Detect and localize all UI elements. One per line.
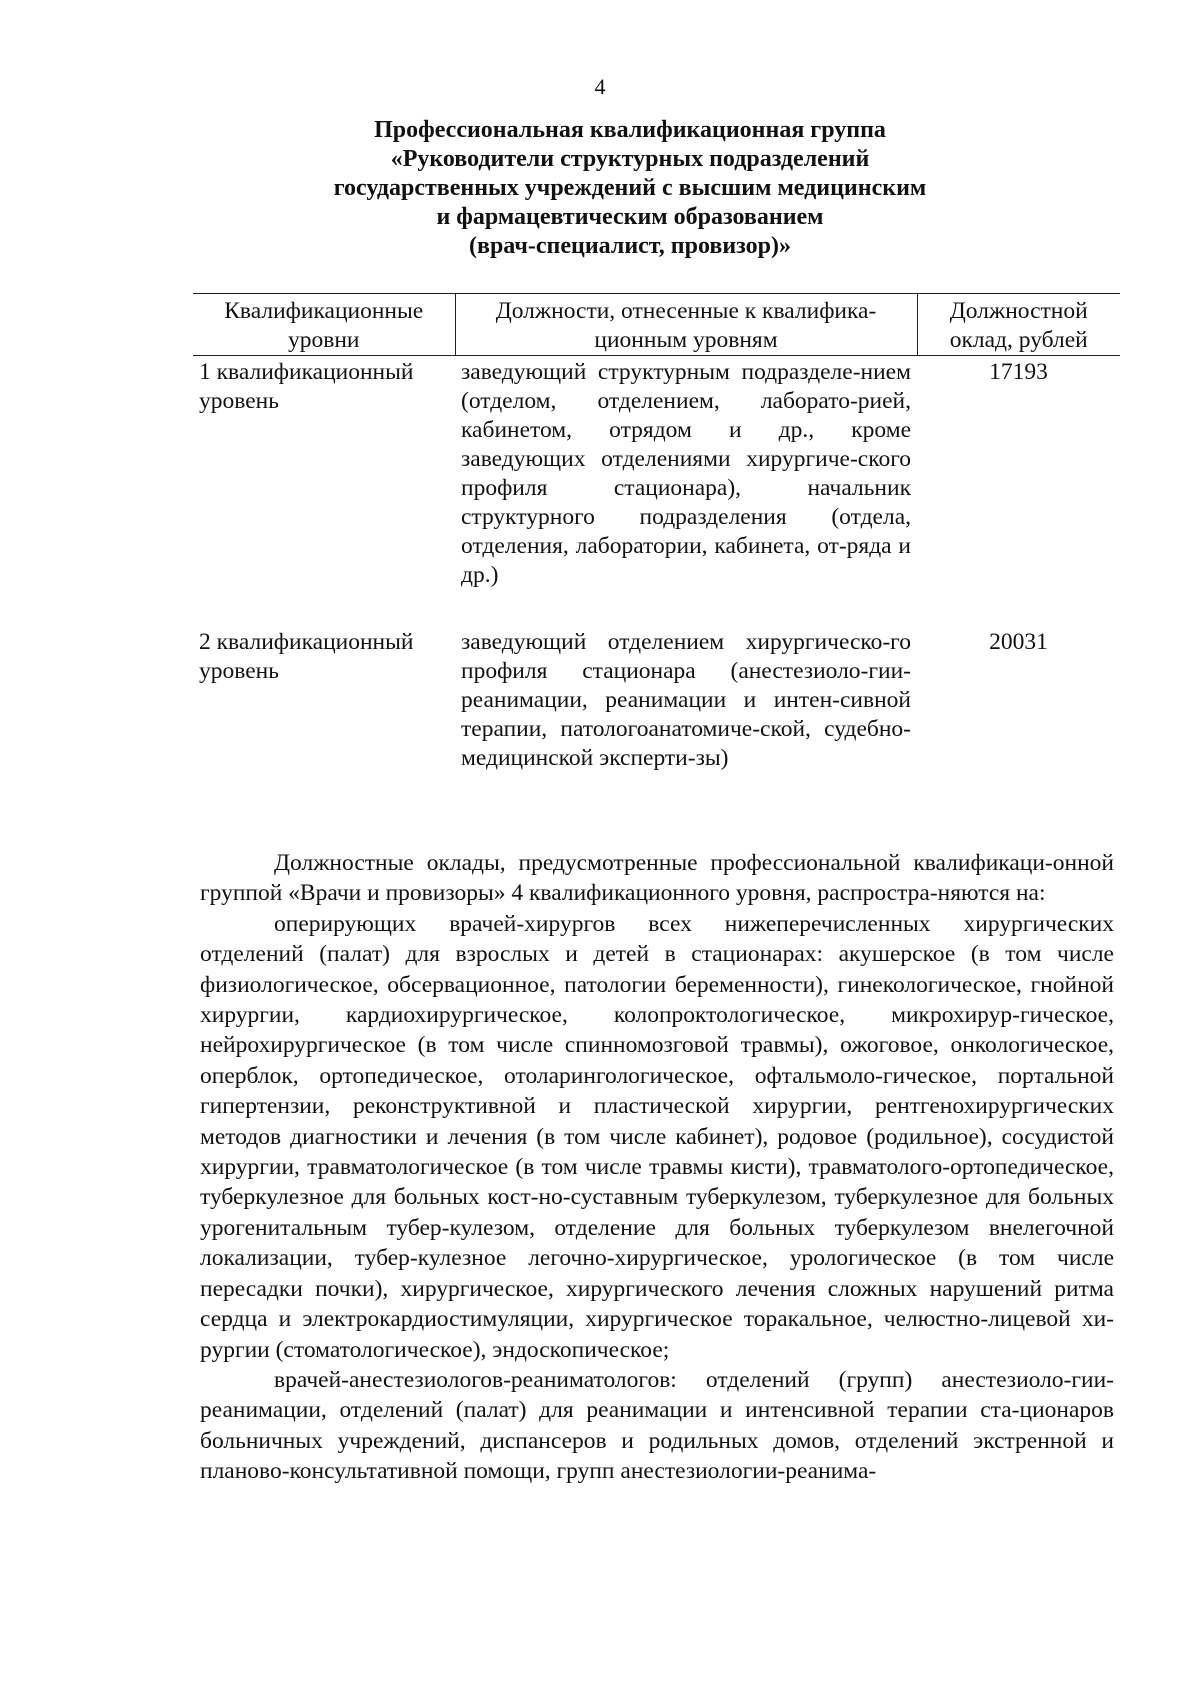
body-text [200,848,1114,1487]
column-header-salary: Должностной оклад, рублей [917,294,1120,356]
positions-description: заведующий отделением хирургическо-го профиля стационара (анестезиоло-гии-реанимации, реанимации и интен-сивной терапии, патологоанатомиче-ской, судебно-медицинской эксперти-зы) [461,629,911,771]
table-header-row [193,294,1120,356]
heading-line: и фармацевтическим образованием [436,204,824,230]
salary-value: 17193 [989,359,1048,385]
page-number: 4 [594,74,606,99]
paragraph: оперирующих врачей-хирургов всех нижеперечисленных хирургических отделений (палат) для взрослых и детей в стационарах: акушерское (в том числе физиологическое, обсервационное, патологии беременности), гинекологическое, гнойной хирургии, кардиохирургическое, колопроктологическое, микрохирур-гическое, нейрохирургическое (в том числе спинномозговой травмы), ожоговое, онкологическое, оперблок, ортопедическое, отоларингологическое, офтальмоло-гическое, портальной гипертензии, реконструктивной и пластической хирургии, рентгенохирургических методов диагностики и лечения (в том числе кабинет), родовое (родильное), сосудистой хирургии, травматологическое (в том числе травмы кисти), травматолого-ортопедическое, туберкулезное для больных кост-но-суставным туберкулезом, туберкулезное для больных урогенитальным тубер-кулезом, отделение для больных туберкулезом внелегочной локализации, тубер-кулезное легочно-хирургическое, урологическое (в том числе пересадки почки), хирургическое, хирургического лечения сложных нарушений ритма сердца и электрокардиостимуляции, хирургическое торакальное, челюстно-лицевой хи-рургии (стоматологическое), эндоскопическое; [200,910,1114,1363]
salary-value: 20031 [989,629,1048,655]
column-header-levels: Квалификационные уровни [193,294,455,356]
heading-line: государственных учреждений с высшим медицинским [333,175,927,201]
paragraph: врачей-анестезиологов-реаниматологов: отделений (групп) анестезиоло-гии-реанимации, отделений (палат) для реанимации и интенсивной терапии ста-ционаров больничных учреждений, диспансеров и родильных домов, отделений экстренной и планово-консультативной помощи, групп анестезиологии-реанима- [200,1366,1114,1485]
paragraph: Должностные оклады, предусмотренные профессиональной квалификаци-онной группой «Врачи и провизоры» 4 квалификационного уровня, распростра-няются на: [200,850,1114,907]
positions-description: заведующий структурным подразделе-нием (отделом, отделением, лаборато-рией, кабинетом, отрядом и др., кроме заведующих отделениями хирургиче-ского профиля стационара), начальник структурного подразделения (отдела, отделения, лаборатории, кабинета, от-ряда и др.) [461,359,911,588]
qualification-table [193,293,1120,773]
qualification-level: 2 квалификационный уровень [199,629,414,684]
qualification-level: 1 квалификационный уровень [199,359,414,414]
table-row [193,590,1120,773]
heading-line: Профессиональная квалификационная группа [374,117,886,143]
heading-line: (врач-специалист, провизор)» [468,233,791,259]
table-row [193,356,1120,591]
heading-line: «Руководители структурных подразделений [390,146,870,172]
section-heading [200,116,1060,261]
column-header-positions: Должности, отнесенные к квалифика-ционным уровням [455,294,917,356]
